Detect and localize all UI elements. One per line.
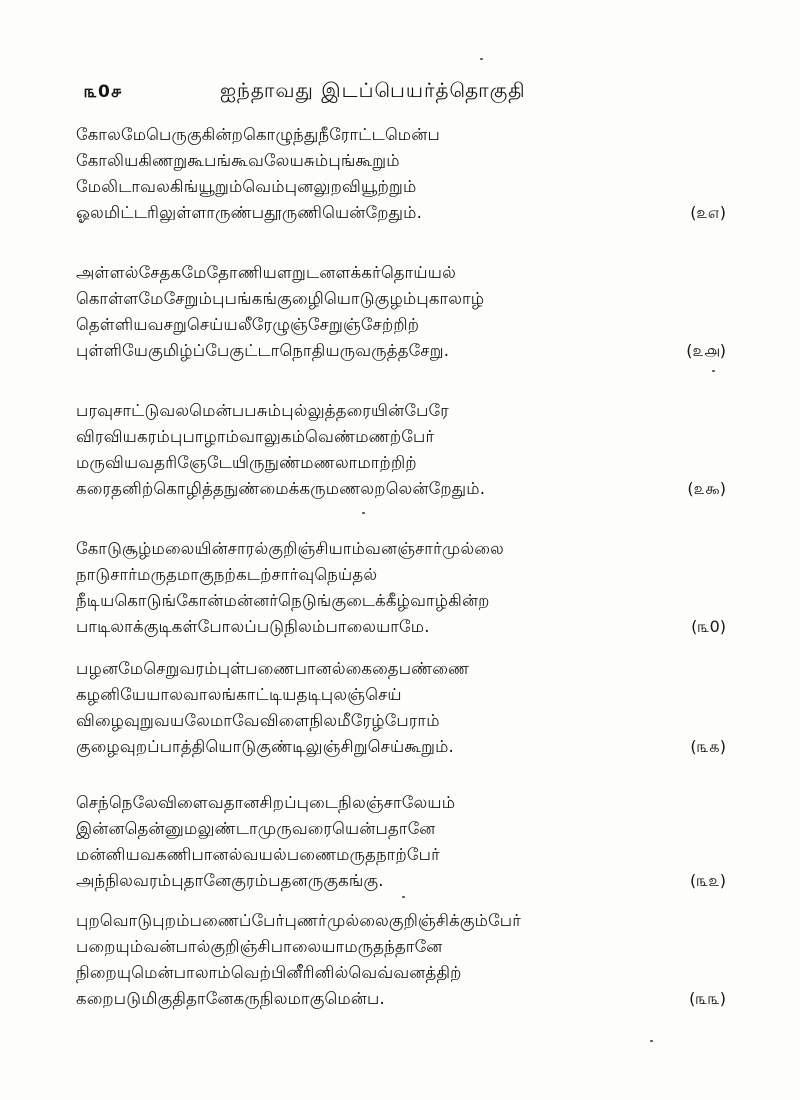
verse-line: கோலமேபெருகுகின்றகொழுந்துநீரோட்டமென்ப	[76, 125, 440, 144]
scan-speck	[650, 1040, 653, 1042]
verse-line: பரவுசாட்டுவலமென்பபசும்புல்லுத்தரையின்பேரே	[76, 401, 449, 420]
verse-stanza	[76, 908, 726, 1012]
verse-line: குழைவுறப்பாத்தியொடுகுண்டிலுஞ்சிறுசெய்கூறும்.	[76, 737, 454, 756]
verse-number: (௨௮)	[686, 341, 726, 360]
verse-number: (௩0)	[691, 617, 726, 636]
verse-stanza	[76, 398, 726, 502]
verse-line: பறையும்வன்பால்குறிஞ்சிபாலையாமருதந்தானே	[76, 937, 443, 956]
verse-line: அந்நிலவரம்புதானேகுரம்பதனருகுகங்கு.	[76, 871, 384, 890]
verse-line: மேலிடாவலகிங்யூறும்வெம்புனலுறவியூற்றும்	[76, 177, 417, 196]
verse-line: மருவியவதரிஞேடேயிருநுண்மணலாமாற்றிற்	[76, 453, 417, 472]
verse-line: அள்ளல்சேதகமேதோணியளறுடனளக்கர்தொய்யல்	[76, 263, 456, 282]
verse-line: இன்னதென்னுமலுண்டாமுருவரையென்பதானே	[76, 819, 436, 838]
verse-line: பாடிலாக்குடிகள்போலப்படுநிலம்பாலையாமே.	[76, 617, 430, 636]
verse-stanza	[76, 790, 726, 894]
verse-line: கொள்ளமேசேறும்புபங்கங்குழைியொடுகுழம்புகாலாழ்	[76, 289, 485, 308]
verse-line: நீடியகொடுங்கோன்மன்னர்நெடுங்குடைக்கீழ்வாழ்கின்ற	[76, 591, 490, 610]
verse-number: (௩௩)	[689, 989, 726, 1008]
verse-number: (௩௨)	[690, 871, 726, 890]
verse-line: கறைபடுமிகுதிதானேகருநிலமாகுமென்ப.	[76, 989, 385, 1008]
verse-line: கரைதனிற்கொழித்தநுண்மைக்கருமணலறலென்றேதும்.	[76, 479, 486, 498]
page-number: ௩0௪	[84, 82, 123, 102]
chapter-title: ஐந்தாவது இடப்பெயர்த்தொகுதி	[220, 78, 526, 102]
scan-speck	[362, 512, 365, 514]
verse-line: புறவொடுபுறம்பணைப்பேர்புணர்முல்லைகுறிஞ்சிக்கும்பேர்	[76, 911, 522, 930]
verse-line: நிறையுமென்பாலாம்வெற்பினீரினில்வெவ்வனத்திற்	[76, 963, 462, 982]
verse-line: பழனமேசெறுவரம்புள்பணைபானல்கைதைபண்ணை	[76, 659, 470, 678]
verse-line: கோடுசூழ்மலையின்சாரல்குறிஞ்சியாம்வனஞ்சார்முல்லை	[76, 539, 504, 558]
verse-line: விரவியகரம்புபாழாம்வாலுகம்வெண்மணற்பேர்	[76, 427, 435, 446]
scan-speck	[402, 896, 405, 898]
verse-line: கோலியகிணறுகூபங்கூவலேயசும்புங்கூறும்	[76, 151, 400, 170]
verse-stanza	[76, 536, 726, 640]
verse-line: நாடுசார்மருதமாகுநற்கடற்சார்வுநெய்தல்	[76, 565, 378, 584]
verse-line: மன்னியவகணிபானல்வயல்பணைமருதநாற்பேர்	[76, 845, 440, 864]
verse-line: ஓலமிட்டரிலுள்ளாருண்பதூருணியென்றேதும்.	[76, 203, 423, 222]
verse-line: கழனியேயாலவாலங்காட்டியதடிபுலஞ்செய்	[76, 685, 402, 704]
verse-number: (௨௯)	[687, 479, 726, 498]
verse-line: தெள்ளியவசறுசெய்யலீரேழுஞ்சேறுஞ்சேற்றிற்	[76, 315, 420, 334]
verse-number: (௨௭)	[690, 203, 726, 222]
scan-speck	[480, 58, 483, 60]
scan-speck	[712, 370, 715, 372]
verse-stanza	[76, 656, 726, 760]
verse-line: செந்நெலேவிளைவதானசிறப்புடைநிலஞ்சாலேயம்	[76, 793, 456, 812]
verse-stanza	[76, 260, 726, 364]
verse-number: (௩௧)	[690, 737, 726, 756]
verse-line: விழைவுறுவயலேமாவேவிளைநிலமீரேழ்பேராம்	[76, 711, 440, 730]
verse-stanza	[76, 122, 726, 226]
verse-line: புள்ளியேகுமிழ்ப்பேகுட்டாநொதியருவருத்தசேறு.	[76, 341, 450, 360]
